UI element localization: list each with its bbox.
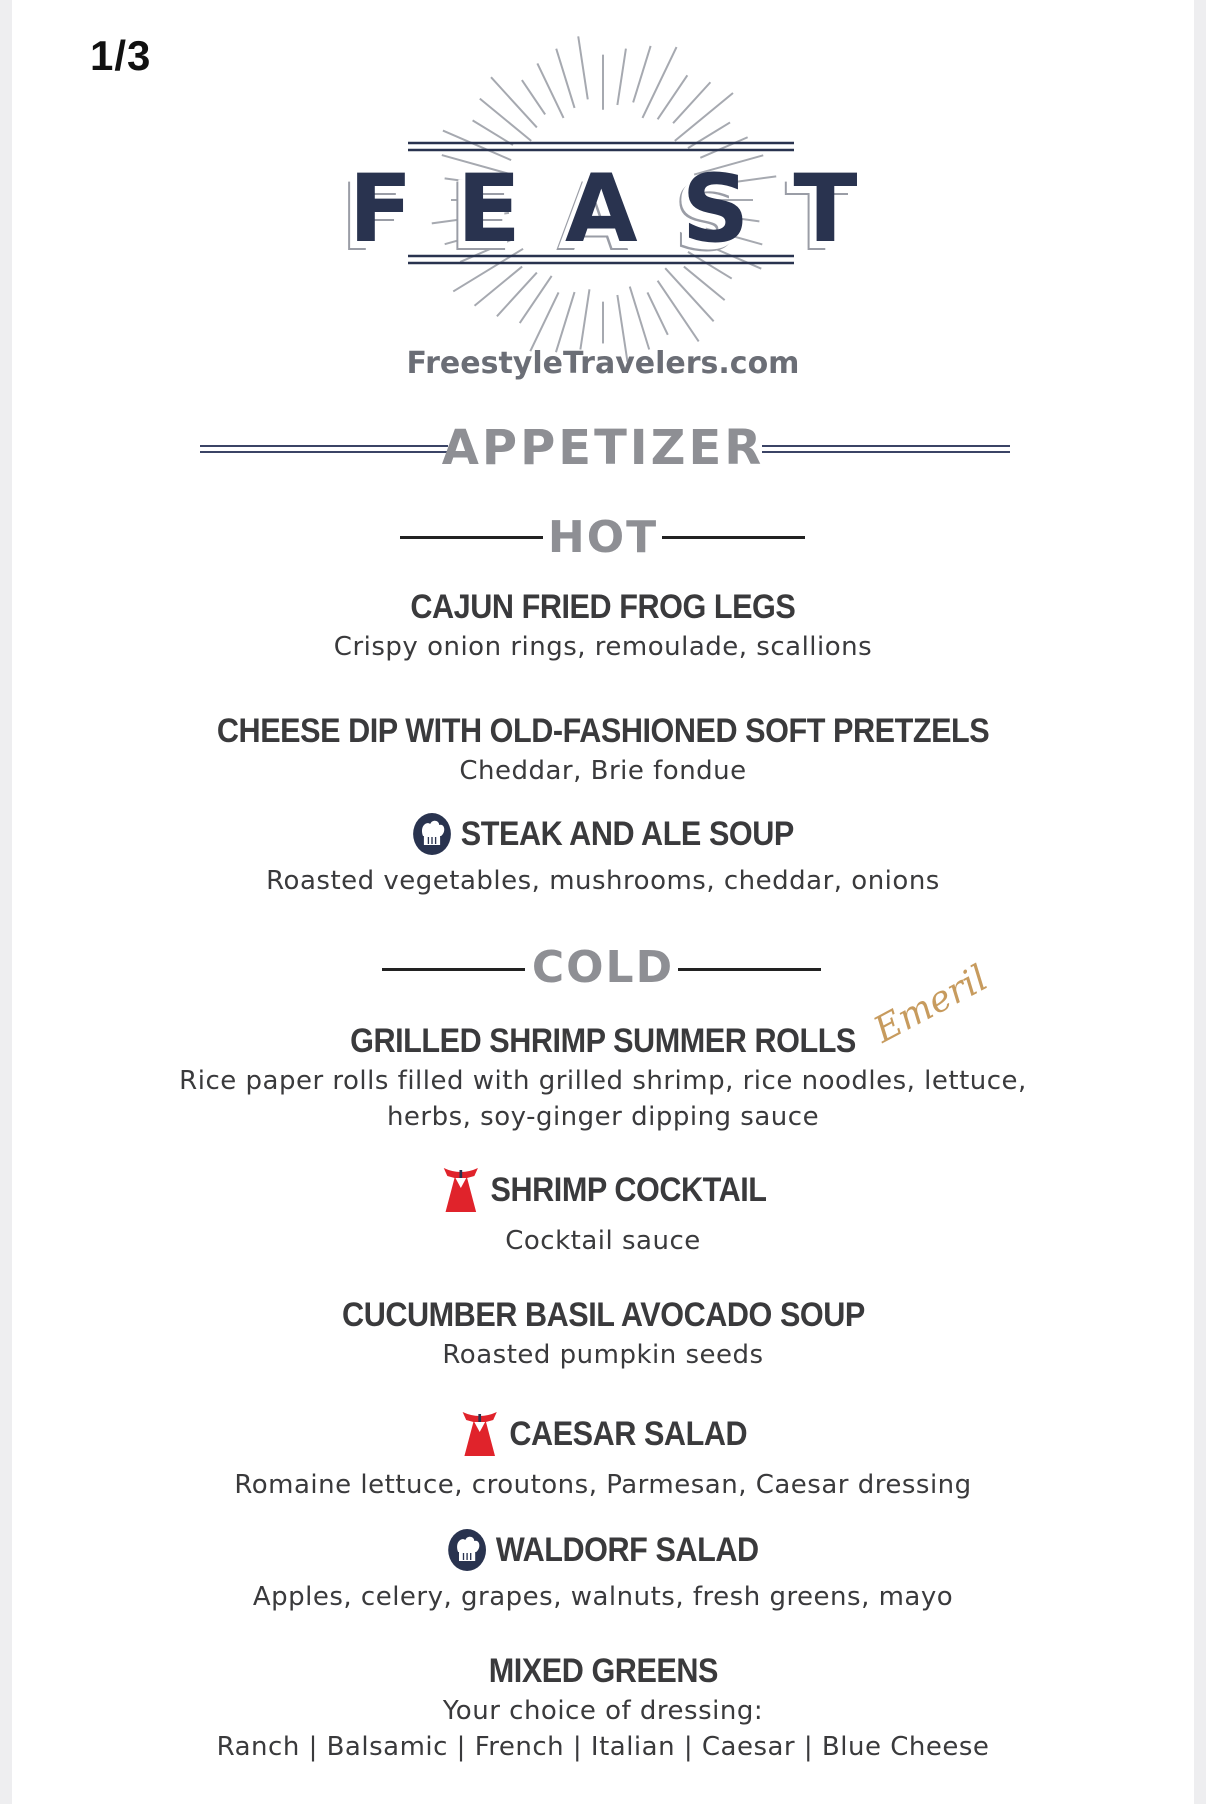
sunburst-ray — [475, 267, 523, 306]
menu-item — [0, 1652, 1206, 1765]
sunburst-ray — [617, 49, 626, 105]
item-description: Roasted pumpkin seeds — [442, 1340, 764, 1370]
menu-item — [0, 1408, 1206, 1503]
page-counter: 1/3 — [90, 32, 152, 79]
group-title-hot: HOT — [547, 512, 659, 563]
menu-item — [0, 1022, 1206, 1135]
item-name: CAJUN FRIED FROG LEGS — [410, 588, 796, 626]
menu-item — [0, 1296, 1206, 1373]
item-description — [0, 1693, 1206, 1765]
cold-rule-right — [678, 968, 821, 971]
item-description: Cocktail sauce — [505, 1226, 701, 1256]
menu-item — [0, 1164, 1206, 1259]
sunburst-ray — [630, 287, 649, 350]
sunburst-ray — [647, 292, 667, 334]
item-name: CHEESE DIP WITH OLD-FASHIONED SOFT PRETZELS — [216, 712, 990, 750]
item-description: Cheddar, Brie fondue — [459, 756, 747, 786]
item-name: WALDORF SALAD — [495, 1530, 759, 1569]
logo-title: FEAST — [348, 155, 902, 264]
sunburst-ray — [658, 281, 699, 342]
sunburst-ray — [556, 49, 574, 108]
chef-hat-icon — [447, 1528, 487, 1572]
menu-item — [0, 588, 1206, 665]
item-description: Rice paper rolls filled with grilled shrimp, rice noodles, lettuce, herbs, soy-ginger dipping sauce — [179, 1066, 1027, 1132]
sunburst-ray — [580, 289, 589, 349]
item-name: STEAK AND ALE SOUP — [460, 814, 794, 853]
funnel-icon — [440, 1164, 481, 1216]
menu-item — [0, 712, 1206, 789]
logo-website: FreestyleTravelers.com — [406, 346, 800, 381]
hot-rule-right — [662, 536, 805, 539]
item-description: Roasted vegetables, mushrooms, cheddar, onions — [266, 866, 940, 896]
menu-item — [0, 1528, 1206, 1615]
menu-item — [0, 812, 1206, 899]
item-description: Apples, celery, grapes, walnuts, fresh greens, mayo — [252, 1582, 954, 1612]
sunburst-ray — [665, 268, 713, 321]
feast-logo — [0, 0, 1206, 400]
dressing-prompt: Your choice of dressing: — [442, 1696, 764, 1726]
dressing-options: Ranch | Balsamic | French | Italian | Caesar | Blue Cheese — [216, 1732, 990, 1762]
funnel-icon — [459, 1408, 500, 1460]
sunburst-ray — [480, 99, 531, 141]
heading-rule-right — [762, 445, 1010, 447]
sunburst-ray — [633, 46, 650, 103]
sunburst-ray — [497, 273, 537, 317]
item-description: Crispy onion rings, remoulade, scallions — [333, 632, 873, 662]
item-name: CUCUMBER BASIL AVOCADO SOUP — [341, 1296, 865, 1334]
sunburst-ray — [675, 93, 733, 141]
group-title-cold: COLD — [531, 942, 675, 993]
sunburst-ray — [473, 120, 513, 145]
sunburst-ray — [578, 36, 588, 99]
sunburst-ray — [522, 80, 545, 114]
item-description: Romaine lettuce, croutons, Parmesan, Caesar dressing — [234, 1470, 972, 1500]
chef-hat-icon — [412, 812, 452, 856]
item-name: MIXED GREENS — [488, 1652, 718, 1690]
item-name: CAESAR SALAD — [509, 1414, 748, 1453]
sunburst-ray — [688, 122, 730, 148]
section-title: APPETIZER — [441, 420, 765, 476]
sunburst-ray — [491, 77, 537, 127]
item-name: GRILLED SHRIMP SUMMER ROLLS — [350, 1022, 856, 1060]
emeril-signature: Emeril — [867, 957, 995, 1052]
sunburst-ray — [556, 292, 575, 352]
item-name: SHRIMP COCKTAIL — [490, 1170, 767, 1209]
